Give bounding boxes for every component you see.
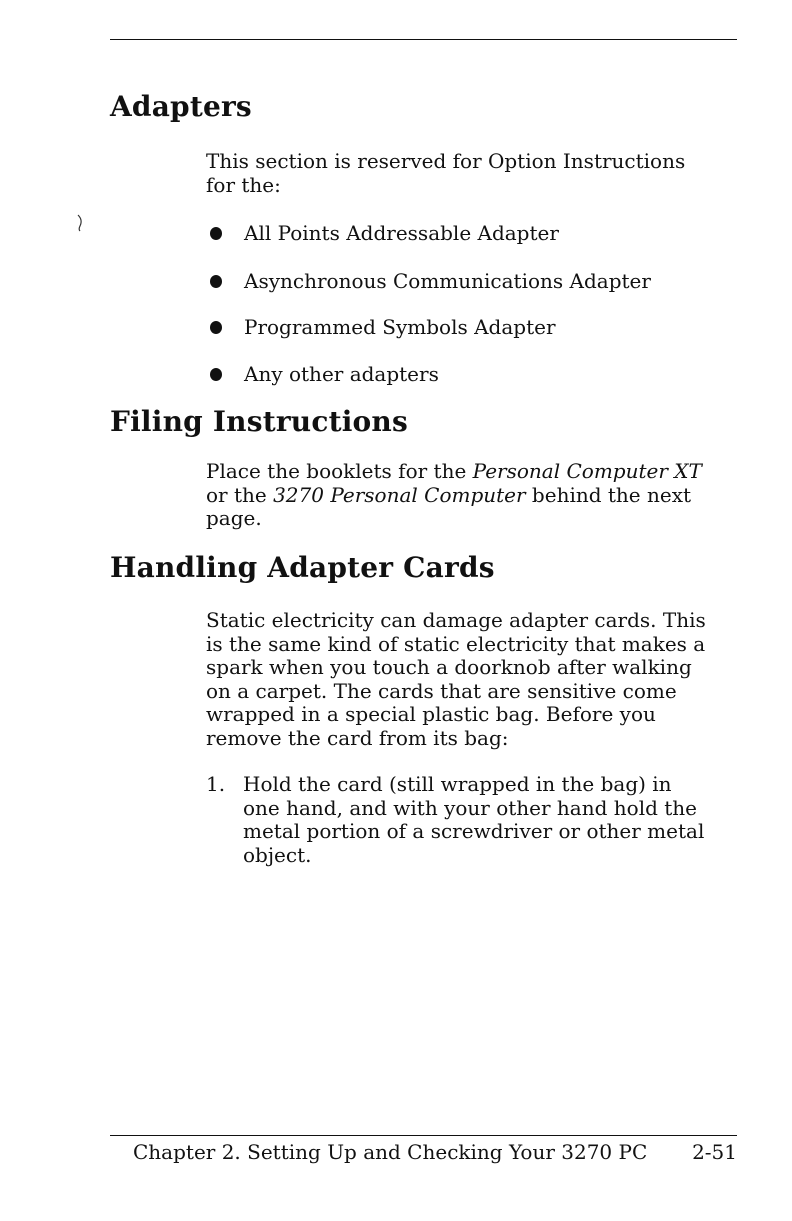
- top-rule: [110, 39, 737, 40]
- footer-rule: [110, 1135, 737, 1136]
- list-item-label: All Points Addressable Adapter: [244, 221, 559, 245]
- handling-text-line: spark when you touch a doorknob after walking: [206, 655, 692, 679]
- handling-text-line: is the same kind of static electricity that makes a: [206, 631, 706, 656]
- filing-text-italic: 3270 Personal Computer: [273, 482, 526, 507]
- adapters-intro-line: This section is reserved for Option Instructions: [206, 149, 686, 173]
- filing-text-line: page.: [206, 506, 262, 530]
- handling-text-line: on a carpet. The cards that are sensitive come: [206, 678, 677, 703]
- heading-handling-adapter-cards: Handling Adapter Cards: [110, 551, 495, 584]
- adapters-intro-line: for the:: [206, 172, 281, 197]
- filing-text-line: [206, 484, 746, 508]
- handling-text-line: wrapped in a special plastic bag. Before you: [206, 702, 656, 726]
- list-item-label: Asynchronous Communications Adapter: [244, 269, 651, 293]
- bullet-icon: [210, 227, 222, 240]
- list-item-label: Programmed Symbols Adapter: [244, 315, 556, 339]
- stray-mark-icon: [76, 214, 84, 232]
- list-item-label: Any other adapters: [244, 362, 439, 386]
- handling-text-line: Static electricity can damage adapter cards. This: [206, 608, 706, 632]
- filing-text-line: [206, 460, 746, 484]
- step-text-line: one hand, and with your other hand hold the: [243, 795, 698, 820]
- bullet-icon: [210, 321, 222, 334]
- footer-chapter-title: Chapter 2. Setting Up and Checking Your 3270 PC: [133, 1140, 648, 1164]
- step-text-line: metal portion of a screwdriver or other metal: [243, 819, 705, 843]
- page-number: 2-51: [692, 1140, 737, 1164]
- filing-text-plain: behind the next: [525, 482, 692, 507]
- heading-filing-instructions: Filing Instructions: [110, 405, 408, 438]
- heading-adapters: Adapters: [110, 90, 252, 123]
- handling-text-line: remove the card from its bag:: [206, 725, 509, 750]
- bullet-icon: [210, 368, 222, 381]
- step-number: 1.: [206, 772, 226, 796]
- filing-text-italic: Personal Computer XT: [472, 459, 702, 483]
- filing-text-plain: Place the booklets for the: [206, 459, 473, 483]
- step-text-line: object.: [243, 842, 312, 867]
- bullet-icon: [210, 275, 222, 288]
- step-text-line: Hold the card (still wrapped in the bag) in: [243, 772, 672, 796]
- filing-text-plain: or the: [206, 482, 274, 507]
